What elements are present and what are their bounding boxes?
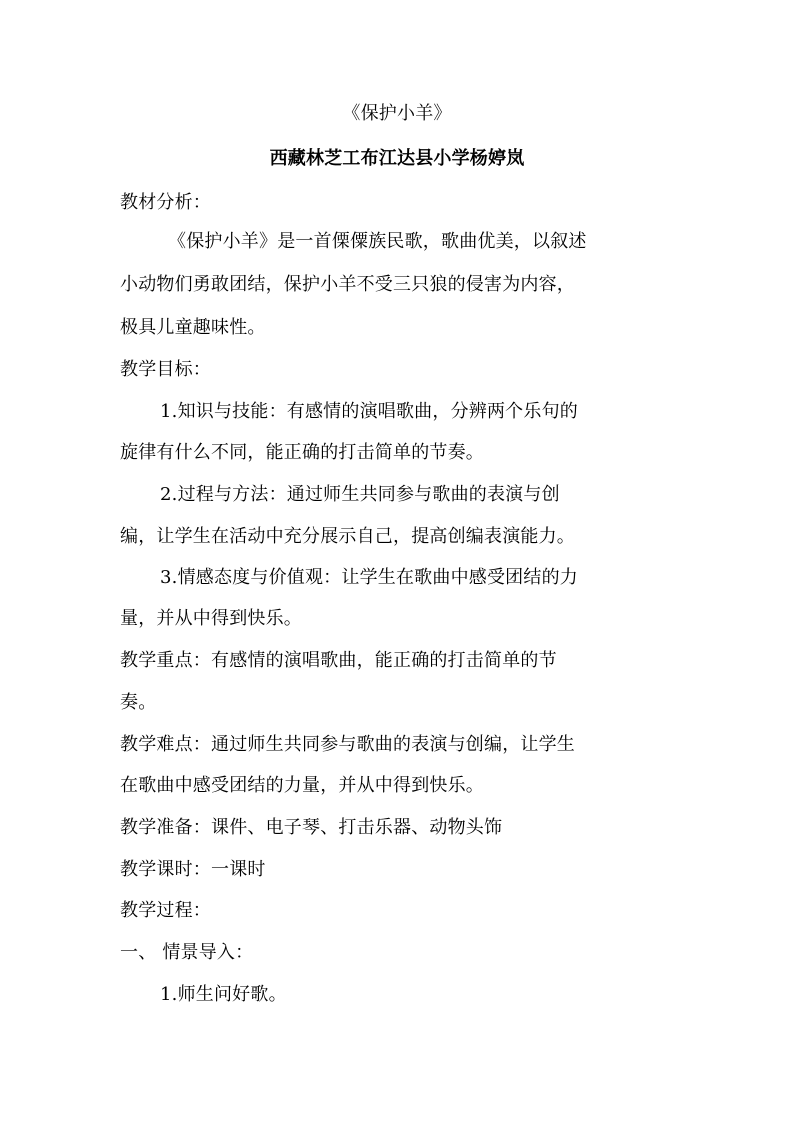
section-heading-materials: 教材分析： bbox=[120, 192, 211, 213]
objective-line: 3.情感态度与价值观：让学生在歌曲中感受团结的力 bbox=[160, 567, 578, 588]
difficult-points-line: 在歌曲中感受团结的力量，并从中得到快乐。 bbox=[120, 775, 484, 796]
section-heading-objectives: 教学目标： bbox=[120, 359, 211, 380]
preparation-line: 教学准备：课件、电子琴、打击乐器、动物头饰 bbox=[120, 817, 503, 838]
document-title: 《保护小羊》 bbox=[342, 103, 452, 124]
paragraph-line: 小动物们勇敢团结，保护小羊不受三只狼的侵害为内容， bbox=[120, 274, 575, 295]
paragraph-line: 《保护小羊》是一首傈僳族民歌，歌曲优美，以叙述 bbox=[168, 231, 587, 252]
objective-line: 1.知识与技能：有感情的演唱歌曲，分辨两个乐句的 bbox=[160, 401, 578, 422]
section-one-heading: 一、 情景导入： bbox=[120, 942, 254, 963]
teaching-process-heading: 教学过程： bbox=[120, 900, 211, 921]
objective-line: 编，让学生在活动中充分展示自己，提高创编表演能力。 bbox=[120, 526, 575, 547]
objective-line: 旋律有什么不同，能正确的打击简单的节奏。 bbox=[120, 442, 484, 463]
key-points-line: 奏。 bbox=[120, 692, 157, 713]
step-line: 1.师生问好歌。 bbox=[160, 984, 287, 1005]
author-line: 西藏林芝工布江达县小学杨婷岚 bbox=[269, 148, 525, 169]
class-hours-line: 教学课时：一课时 bbox=[120, 859, 266, 880]
objective-line: 2.过程与方法：通过师生共同参与歌曲的表演与创 bbox=[160, 484, 560, 505]
paragraph-line: 极具儿童趣味性。 bbox=[120, 317, 266, 338]
objective-line: 量，并从中得到快乐。 bbox=[120, 608, 302, 629]
difficult-points-line: 教学难点：通过师生共同参与歌曲的表演与创编，让学生 bbox=[120, 734, 575, 755]
key-points-line: 教学重点：有感情的演唱歌曲，能正确的打击简单的节 bbox=[120, 650, 557, 671]
